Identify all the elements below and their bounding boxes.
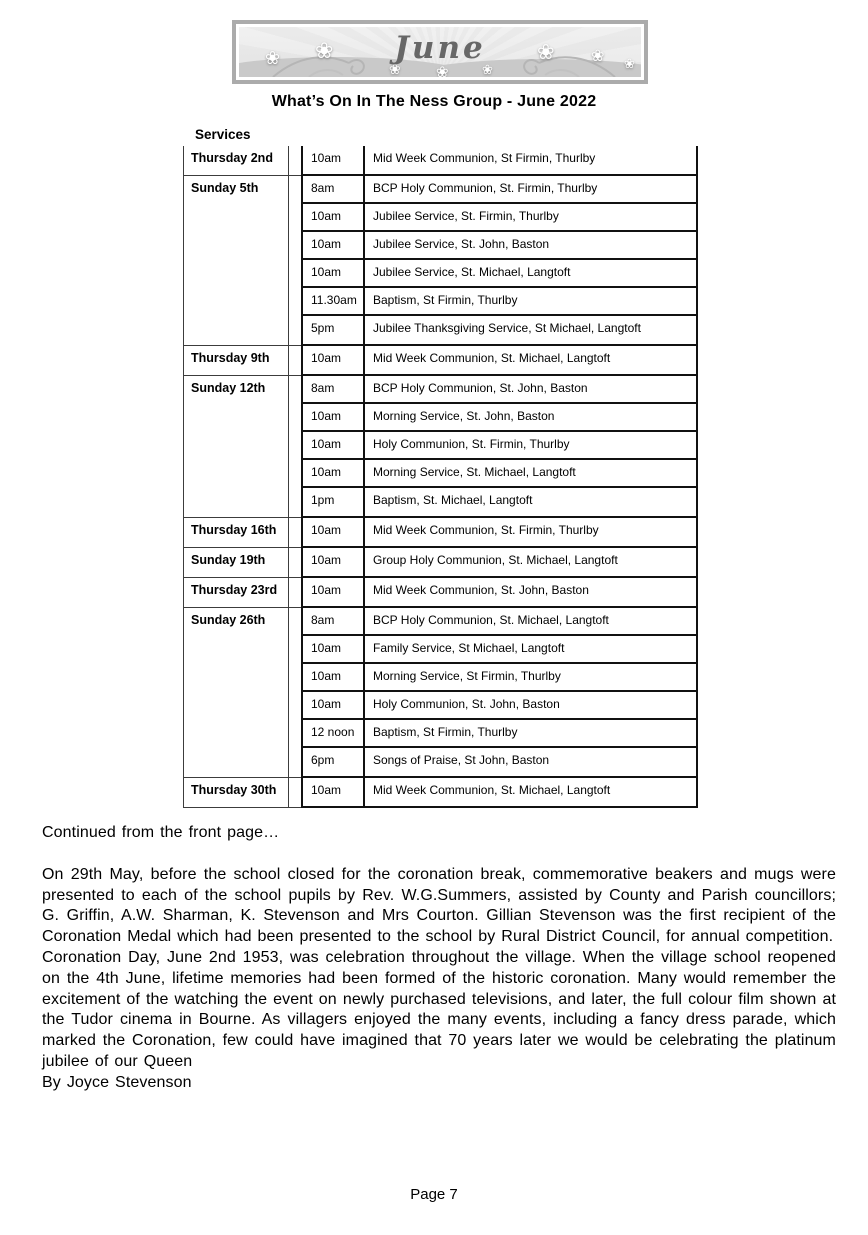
table-row	[303, 376, 696, 404]
table-column-gap	[289, 176, 301, 346]
service-time-cell: 10am	[303, 636, 365, 662]
service-day-cell: Thursday 2nd	[183, 146, 289, 176]
service-day-group	[183, 176, 698, 346]
article-paragraph: By Joyce Stevenson	[42, 1073, 192, 1091]
service-description-cell: Holy Communion, St. John, Baston	[373, 697, 560, 711]
article-paragraph: On 29th May, before the school closed for the coronation break, commemorative beakers and mugs were presented to each of the school pupils by Rev. W.G.Summers, assisted by County and Parish councillors; G. Griffin, A.W. Sharman, K. Stevenson and Mrs Courton. Gillian Stevenson was the first recipient of the Coronation Medal which had been presented to the school by Rural District Council, for annual competition.	[42, 865, 836, 946]
service-description-cell: Baptism, St Firmin, Thurlby	[373, 293, 518, 307]
service-description-cell: Jubilee Service, St. Michael, Langtoft	[373, 265, 571, 279]
table-row	[303, 488, 696, 516]
service-rows	[301, 146, 698, 176]
service-day-cell: Thursday 23rd	[183, 578, 289, 608]
service-description-cell: Mid Week Communion, St. Firmin, Thurlby	[373, 523, 599, 537]
table-row	[303, 176, 696, 204]
daisy-icon: ❀	[389, 61, 401, 77]
service-time-cell: 10am	[303, 146, 365, 174]
service-time-cell: 10am	[303, 260, 365, 286]
service-description-cell: Jubilee Service, St. Firmin, Thurlby	[373, 209, 559, 223]
article-body	[42, 823, 836, 1094]
service-rows	[301, 176, 698, 346]
table-row	[303, 548, 696, 576]
service-description-cell: Mid Week Communion, St. John, Baston	[373, 583, 589, 597]
table-row	[303, 608, 696, 636]
service-day-group	[183, 346, 698, 376]
table-column-gap	[289, 548, 301, 578]
service-description-cell: Jubilee Thanksgiving Service, St Michael, Langtoft	[373, 321, 641, 335]
service-time-cell: 8am	[303, 608, 365, 634]
service-day-group	[183, 548, 698, 578]
service-time-cell: 12 noon	[303, 720, 365, 746]
service-day-group	[183, 518, 698, 548]
service-day-group	[183, 778, 698, 808]
continued-from-front-page-line: Continued from the front page…	[42, 824, 280, 841]
service-time-cell: 10am	[303, 578, 365, 606]
table-column-gap	[289, 146, 301, 176]
service-time-cell: 8am	[303, 176, 365, 202]
table-row	[303, 460, 696, 488]
service-day-group	[183, 578, 698, 608]
services-table	[183, 146, 698, 808]
service-description-cell: Morning Service, St. John, Baston	[373, 409, 555, 423]
service-time-cell: 11.30am	[303, 288, 365, 314]
service-day-cell: Thursday 9th	[183, 346, 289, 376]
service-rows	[301, 548, 698, 578]
table-row	[303, 778, 696, 806]
service-time-cell: 10am	[303, 518, 365, 546]
table-row	[303, 578, 696, 606]
daisy-icon: ❀	[537, 41, 555, 64]
service-description-cell: Songs of Praise, St John, Baston	[373, 753, 550, 767]
table-row	[303, 346, 696, 374]
service-time-cell: 8am	[303, 376, 365, 402]
daisy-icon: ❀	[315, 38, 334, 63]
daisy-icon: ❀	[591, 48, 605, 65]
table-column-gap	[289, 778, 301, 808]
service-rows	[301, 376, 698, 518]
service-time-cell: 10am	[303, 204, 365, 230]
service-description-cell: Holy Communion, St. Firmin, Thurlby	[373, 437, 570, 451]
service-rows	[301, 578, 698, 608]
service-time-cell: 5pm	[303, 316, 365, 344]
service-rows	[301, 778, 698, 808]
service-description-cell: Baptism, St. Michael, Langtoft	[373, 493, 533, 507]
daisy-icon: ❀	[482, 62, 493, 77]
service-description-cell: Mid Week Communion, St. Michael, Langtoft	[373, 783, 611, 797]
service-description-cell: Morning Service, St. Michael, Langtoft	[373, 465, 576, 479]
service-day-cell: Thursday 30th	[183, 778, 289, 808]
service-rows	[301, 346, 698, 376]
daisy-icon: ❀	[265, 48, 281, 68]
table-row	[303, 146, 696, 174]
service-rows	[301, 608, 698, 778]
service-time-cell: 10am	[303, 232, 365, 258]
services-heading: Services	[195, 127, 251, 142]
service-day-cell: Sunday 19th	[183, 548, 289, 578]
table-column-gap	[289, 578, 301, 608]
service-description-cell: BCP Holy Communion, St. John, Baston	[373, 381, 588, 395]
service-description-cell: Family Service, St Michael, Langtoft	[373, 641, 565, 655]
service-time-cell: 10am	[303, 548, 365, 576]
service-description-cell: Mid Week Communion, St. Michael, Langtoft	[373, 351, 611, 365]
june-banner-image	[232, 20, 648, 84]
table-row	[303, 204, 696, 232]
service-day-cell: Sunday 26th	[183, 608, 289, 778]
june-banner-artwork	[239, 27, 641, 77]
service-day-cell: Thursday 16th	[183, 518, 289, 548]
table-row	[303, 288, 696, 316]
table-row	[303, 404, 696, 432]
service-description-cell: BCP Holy Communion, St. Michael, Langtoft	[373, 613, 609, 627]
table-row	[303, 432, 696, 460]
service-time-cell: 10am	[303, 460, 365, 486]
table-row	[303, 316, 696, 344]
daisy-icon: ❀	[436, 64, 449, 77]
service-day-group	[183, 608, 698, 778]
service-rows	[301, 518, 698, 548]
table-column-gap	[289, 346, 301, 376]
article-paragraphs	[42, 865, 836, 1094]
article-paragraph: Coronation Day, June 2nd 1953, was celebration throughout the village. When the village school reopened on the 4th June, lifetime memories had been formed of the historic coronation. Many would remember the excitement of the watching the event on newly purchased televisions, and later, the full colour film shown at the Tudor cinema in Bourne. As villagers enjoyed the many events, including a fancy dress parade, which marked the Coronation, few could have imagined that 70 years later we would be celebrating the platinum jubilee of our Queen	[42, 948, 836, 1070]
service-time-cell: 10am	[303, 778, 365, 806]
service-description-cell: Jubilee Service, St. John, Baston	[373, 237, 550, 251]
service-time-cell: 10am	[303, 664, 365, 690]
service-day-group	[183, 146, 698, 176]
table-row	[303, 518, 696, 546]
page-title: What’s On In The Ness Group - June 2022	[271, 93, 597, 110]
service-time-cell: 10am	[303, 404, 365, 430]
table-column-gap	[289, 376, 301, 518]
service-time-cell: 10am	[303, 432, 365, 458]
service-day-cell: Sunday 12th	[183, 376, 289, 518]
table-row	[303, 692, 696, 720]
service-time-cell: 10am	[303, 692, 365, 718]
service-description-cell: Baptism, St Firmin, Thurlby	[373, 725, 518, 739]
banner-month-text: June	[394, 30, 486, 66]
table-row	[303, 720, 696, 748]
daisy-icon: ❀	[624, 56, 635, 71]
service-description-cell: Mid Week Communion, St Firmin, Thurlby	[373, 151, 596, 165]
table-column-gap	[289, 518, 301, 548]
table-row	[303, 664, 696, 692]
service-time-cell: 1pm	[303, 488, 365, 516]
table-row	[303, 748, 696, 776]
table-row	[303, 636, 696, 664]
service-description-cell: Group Holy Communion, St. Michael, Langtoft	[373, 553, 618, 567]
table-column-gap	[289, 608, 301, 778]
service-day-cell: Sunday 5th	[183, 176, 289, 346]
table-row	[303, 260, 696, 288]
page-number: Page 7	[410, 1186, 458, 1203]
service-day-group	[183, 376, 698, 518]
service-time-cell: 6pm	[303, 748, 365, 776]
service-time-cell: 10am	[303, 346, 365, 374]
table-row	[303, 232, 696, 260]
service-description-cell: Morning Service, St Firmin, Thurlby	[373, 669, 561, 683]
service-description-cell: BCP Holy Communion, St. Firmin, Thurlby	[373, 181, 598, 195]
